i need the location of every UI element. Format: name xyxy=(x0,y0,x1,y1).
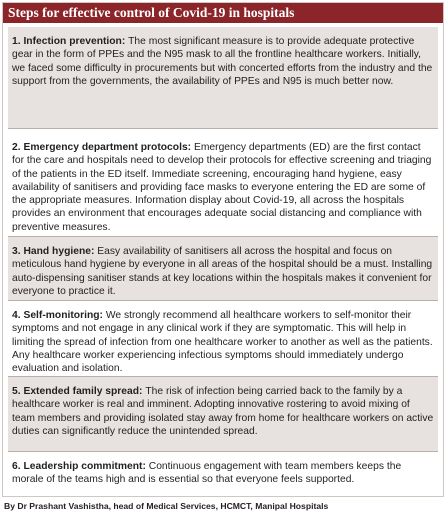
section-heading: 5. Extended family spread: xyxy=(12,386,146,397)
section-heading: 4. Self-monitoring: xyxy=(12,310,106,321)
section-body: The most significant measure is to provide adequate protective gear in the form of PPEs and the N95 mask to all the frontline healthcare workers. Initially, we faced some difficulty in procurements but with concerted efforts from the industry and the support from the governments, the availability of PPEs and N95 is much better now. xyxy=(12,36,433,87)
byline: By Dr Prashant Vashistha, head of Medical Services, HCMCT, Manipal Hospitals xyxy=(4,501,329,511)
section-self-monitoring xyxy=(8,301,438,377)
section-extended-family-spread xyxy=(8,377,438,452)
box-title: Steps for effective control of Covid-19 in hospitals xyxy=(3,3,443,23)
section-body: Continuous engagement with team members keeps the morale of the teams high and is essential so that everyone feels supported. xyxy=(12,461,402,486)
section-emergency-department-protocols xyxy=(8,129,438,237)
section-heading: 2. Emergency department protocols: xyxy=(12,142,194,153)
section-hand-hygiene xyxy=(8,237,438,301)
article-box xyxy=(2,2,444,497)
section-body: Emergency departments (ED) are the first contact for the care and hospitals need to develop their protocols for effective screening and triaging of the patients in the ED itself. Immediate screening, encouraging hand hygiene, easy availability of sanitisers and providing face masks to everyone entering the ED are some of the appropriate measures. Information display about Covid-19, all across the hospitals provides an environment that encourages adequate social distancing and compliance with preventive measures. xyxy=(12,142,432,233)
section-body: Easy availability of sanitisers all across the hospital and focus on meticulous hand hygiene by everyone in all areas of the hospital should be a must. Installing auto-dispensing sanitiser stands at key locations within the hospitals makes it convenient for everyone to practice it. xyxy=(12,246,433,297)
section-heading: 3. Hand hygiene: xyxy=(12,246,98,257)
section-infection-prevention xyxy=(8,27,438,129)
section-heading: 1. Infection prevention: xyxy=(12,36,129,47)
section-heading: 6. Leadership commitment: xyxy=(12,461,149,472)
section-body: We strongly recommend all healthcare workers to self-monitor their symptoms and not engage in any clinical work if they are symptomatic. This will help in limiting the spread of infection from one healthcare worker to another as well as the patients. Any healthcare worker experiencing infectious symptoms should immediately undergo evaluation and isolation. xyxy=(12,310,433,375)
section-body: The risk of infection being carried back to the family by a healthcare worker is real and imminent. Adopting innovative rostering to avoid mixing of team members and providing isolated stay away from home for healthcare workers on active duties can significantly reduce the unintended spread. xyxy=(12,386,434,437)
section-leadership-commitment xyxy=(8,452,438,494)
sections-list xyxy=(3,27,443,494)
